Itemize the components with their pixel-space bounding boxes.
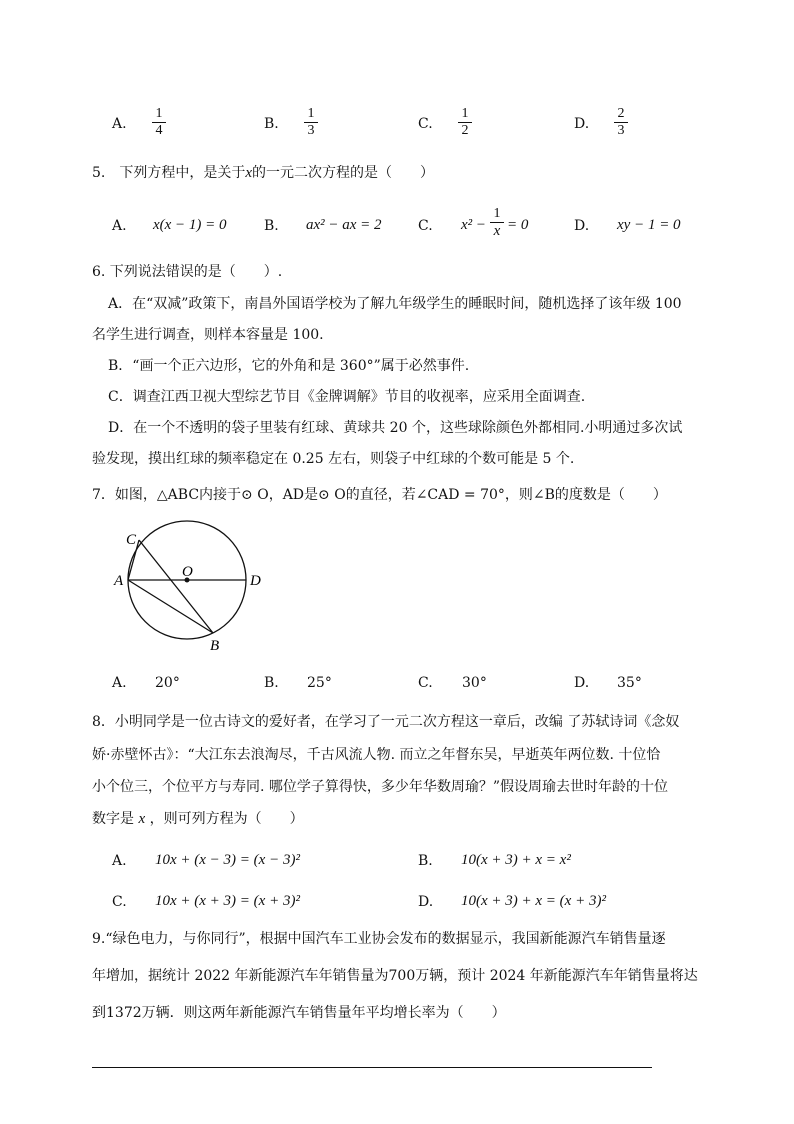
q6-option-d-line2: 验发现，摸出红球的频率稳定在 0.25 左右，则袋子中红球的个数可能是 5 个. bbox=[92, 451, 575, 467]
label-a: A bbox=[114, 573, 124, 589]
segment-ab bbox=[128, 580, 213, 633]
q8-option-a-label: A. bbox=[112, 853, 127, 869]
label-b: B bbox=[210, 638, 220, 654]
q4-option-b-fraction: 1 3 bbox=[304, 107, 318, 138]
q4-option-d-fraction: 2 3 bbox=[614, 107, 628, 138]
q7-option-d-label: D. bbox=[574, 675, 590, 691]
q6-option-b: B．“画一个正六边形，它的外角和是 360°”属于必然事件. bbox=[108, 358, 470, 374]
q4-option-c-fraction: 1 2 bbox=[458, 107, 472, 138]
q7-option-d-value: 35° bbox=[617, 675, 642, 691]
q8-option-c-label: C. bbox=[112, 894, 127, 910]
q8-stem-line2: 娇·赤壁怀古》：“大江东去浪淘尽，千古风流人物. 而立之年督东吴，早逝英年两位数. 十位恰 bbox=[92, 747, 661, 763]
q5-option-c-fraction: 1 x bbox=[490, 207, 504, 238]
segment-cb bbox=[139, 540, 213, 633]
label-o: O bbox=[182, 564, 193, 580]
q4-option-a-label: A. bbox=[112, 116, 127, 132]
q9-stem-line3: 到1372万辆．则这两年新能源汽车销售量年平均增长率为（ ） bbox=[92, 1005, 506, 1021]
q4-option-b-label: B. bbox=[264, 116, 279, 132]
q7-option-b-value: 25° bbox=[307, 675, 332, 691]
circle-figure bbox=[108, 520, 278, 660]
q8-option-c-equation: 10x + (x + 3) = (x + 3)² bbox=[155, 893, 300, 909]
q5-stem: 5. 下列方程中，是关于x的一元二次方程的是（ ） bbox=[92, 165, 435, 181]
q6-option-d-line1: D．在一个不透明的袋子里装有红球、黄球共 20 个，这些球除颜色外都相同.小明通过多次试 bbox=[108, 420, 683, 436]
q8-option-a-equation: 10x + (x − 3) = (x − 3)² bbox=[155, 852, 300, 868]
q8-stem-line1: 8．小明同学是一位古诗文的爱好者，在学习了一元二次方程这一章后，改编 了苏轼诗词《念奴 bbox=[92, 714, 680, 730]
q5-option-d-label: D. bbox=[574, 218, 590, 234]
q7-option-c-label: C. bbox=[418, 675, 433, 691]
q7-stem: 7．如图，△ABC内接于⊙ O，AD是⊙ O的直径，若∠CAD = 70°，则∠B的度数是（ ） bbox=[92, 487, 667, 503]
q6-stem: 6. 下列说法错误的是（ ）. bbox=[92, 264, 283, 280]
q8-option-d-equation: 10(x + 3) + x = (x + 3)² bbox=[461, 893, 606, 909]
q7-option-a-value: 20° bbox=[155, 675, 180, 691]
q6-option-c: C．调查江西卫视大型综艺节目《金牌调解》节目的收视率，应采用全面调查. bbox=[108, 389, 586, 405]
q7-option-b-label: B. bbox=[264, 675, 279, 691]
q5-option-c-label: C. bbox=[418, 218, 433, 234]
label-c: C bbox=[126, 532, 137, 548]
q9-stem-line2: 年增加，据统计 2022 年新能源汽车年销售量为700万辆，预计 2024 年新能源汽车年销售量将达 bbox=[92, 968, 698, 984]
q6-option-a-line1: A．在“双减”政策下，南昌外国语学校为了解九年级学生的睡眠时间，随机选择了该年级 100 bbox=[108, 296, 682, 312]
label-d: D bbox=[250, 573, 261, 589]
q8-option-d-label: D. bbox=[418, 894, 434, 910]
q5-option-c-lhs: x² − bbox=[461, 217, 487, 233]
q5-option-a-label: A. bbox=[112, 218, 127, 234]
q4-option-d-label: D. bbox=[574, 116, 590, 132]
q5-option-a-equation: x(x − 1) = 0 bbox=[153, 217, 227, 233]
q5-option-b-equation: ax² − ax = 2 bbox=[306, 217, 382, 233]
q5-option-c-rhs: = 0 bbox=[507, 217, 529, 233]
q5-option-b-label: B. bbox=[264, 218, 279, 234]
q8-variable: x bbox=[138, 811, 146, 827]
q4-option-a-fraction: 1 4 bbox=[152, 107, 166, 138]
footer-divider bbox=[92, 1067, 652, 1068]
q7-option-a-label: A. bbox=[112, 675, 127, 691]
q8-option-b-label: B. bbox=[418, 853, 433, 869]
q6-option-a-line2: 名学生进行调查，则样本容量是 100. bbox=[92, 327, 324, 343]
q5-option-d-equation: xy − 1 = 0 bbox=[617, 217, 681, 233]
q8-stem-line4: 数字是 x ，则可列方程为（ ） bbox=[92, 811, 304, 827]
q4-option-c-label: C. bbox=[418, 116, 433, 132]
q8-option-b-equation: 10(x + 3) + x = x² bbox=[461, 852, 571, 868]
q9-stem-line1: 9.“绿色电力，与你同行”，根据中国汽车工业协会发布的数据显示，我国新能源汽车销售量逐 bbox=[92, 931, 666, 947]
q7-option-c-value: 30° bbox=[462, 675, 487, 691]
q5-variable: x bbox=[245, 165, 253, 181]
q8-stem-line3: 小个位三，个位平方与寿同. 哪位学子算得快，多少年华数周瑜？”假设周瑜去世时年龄的十位 bbox=[92, 779, 669, 795]
